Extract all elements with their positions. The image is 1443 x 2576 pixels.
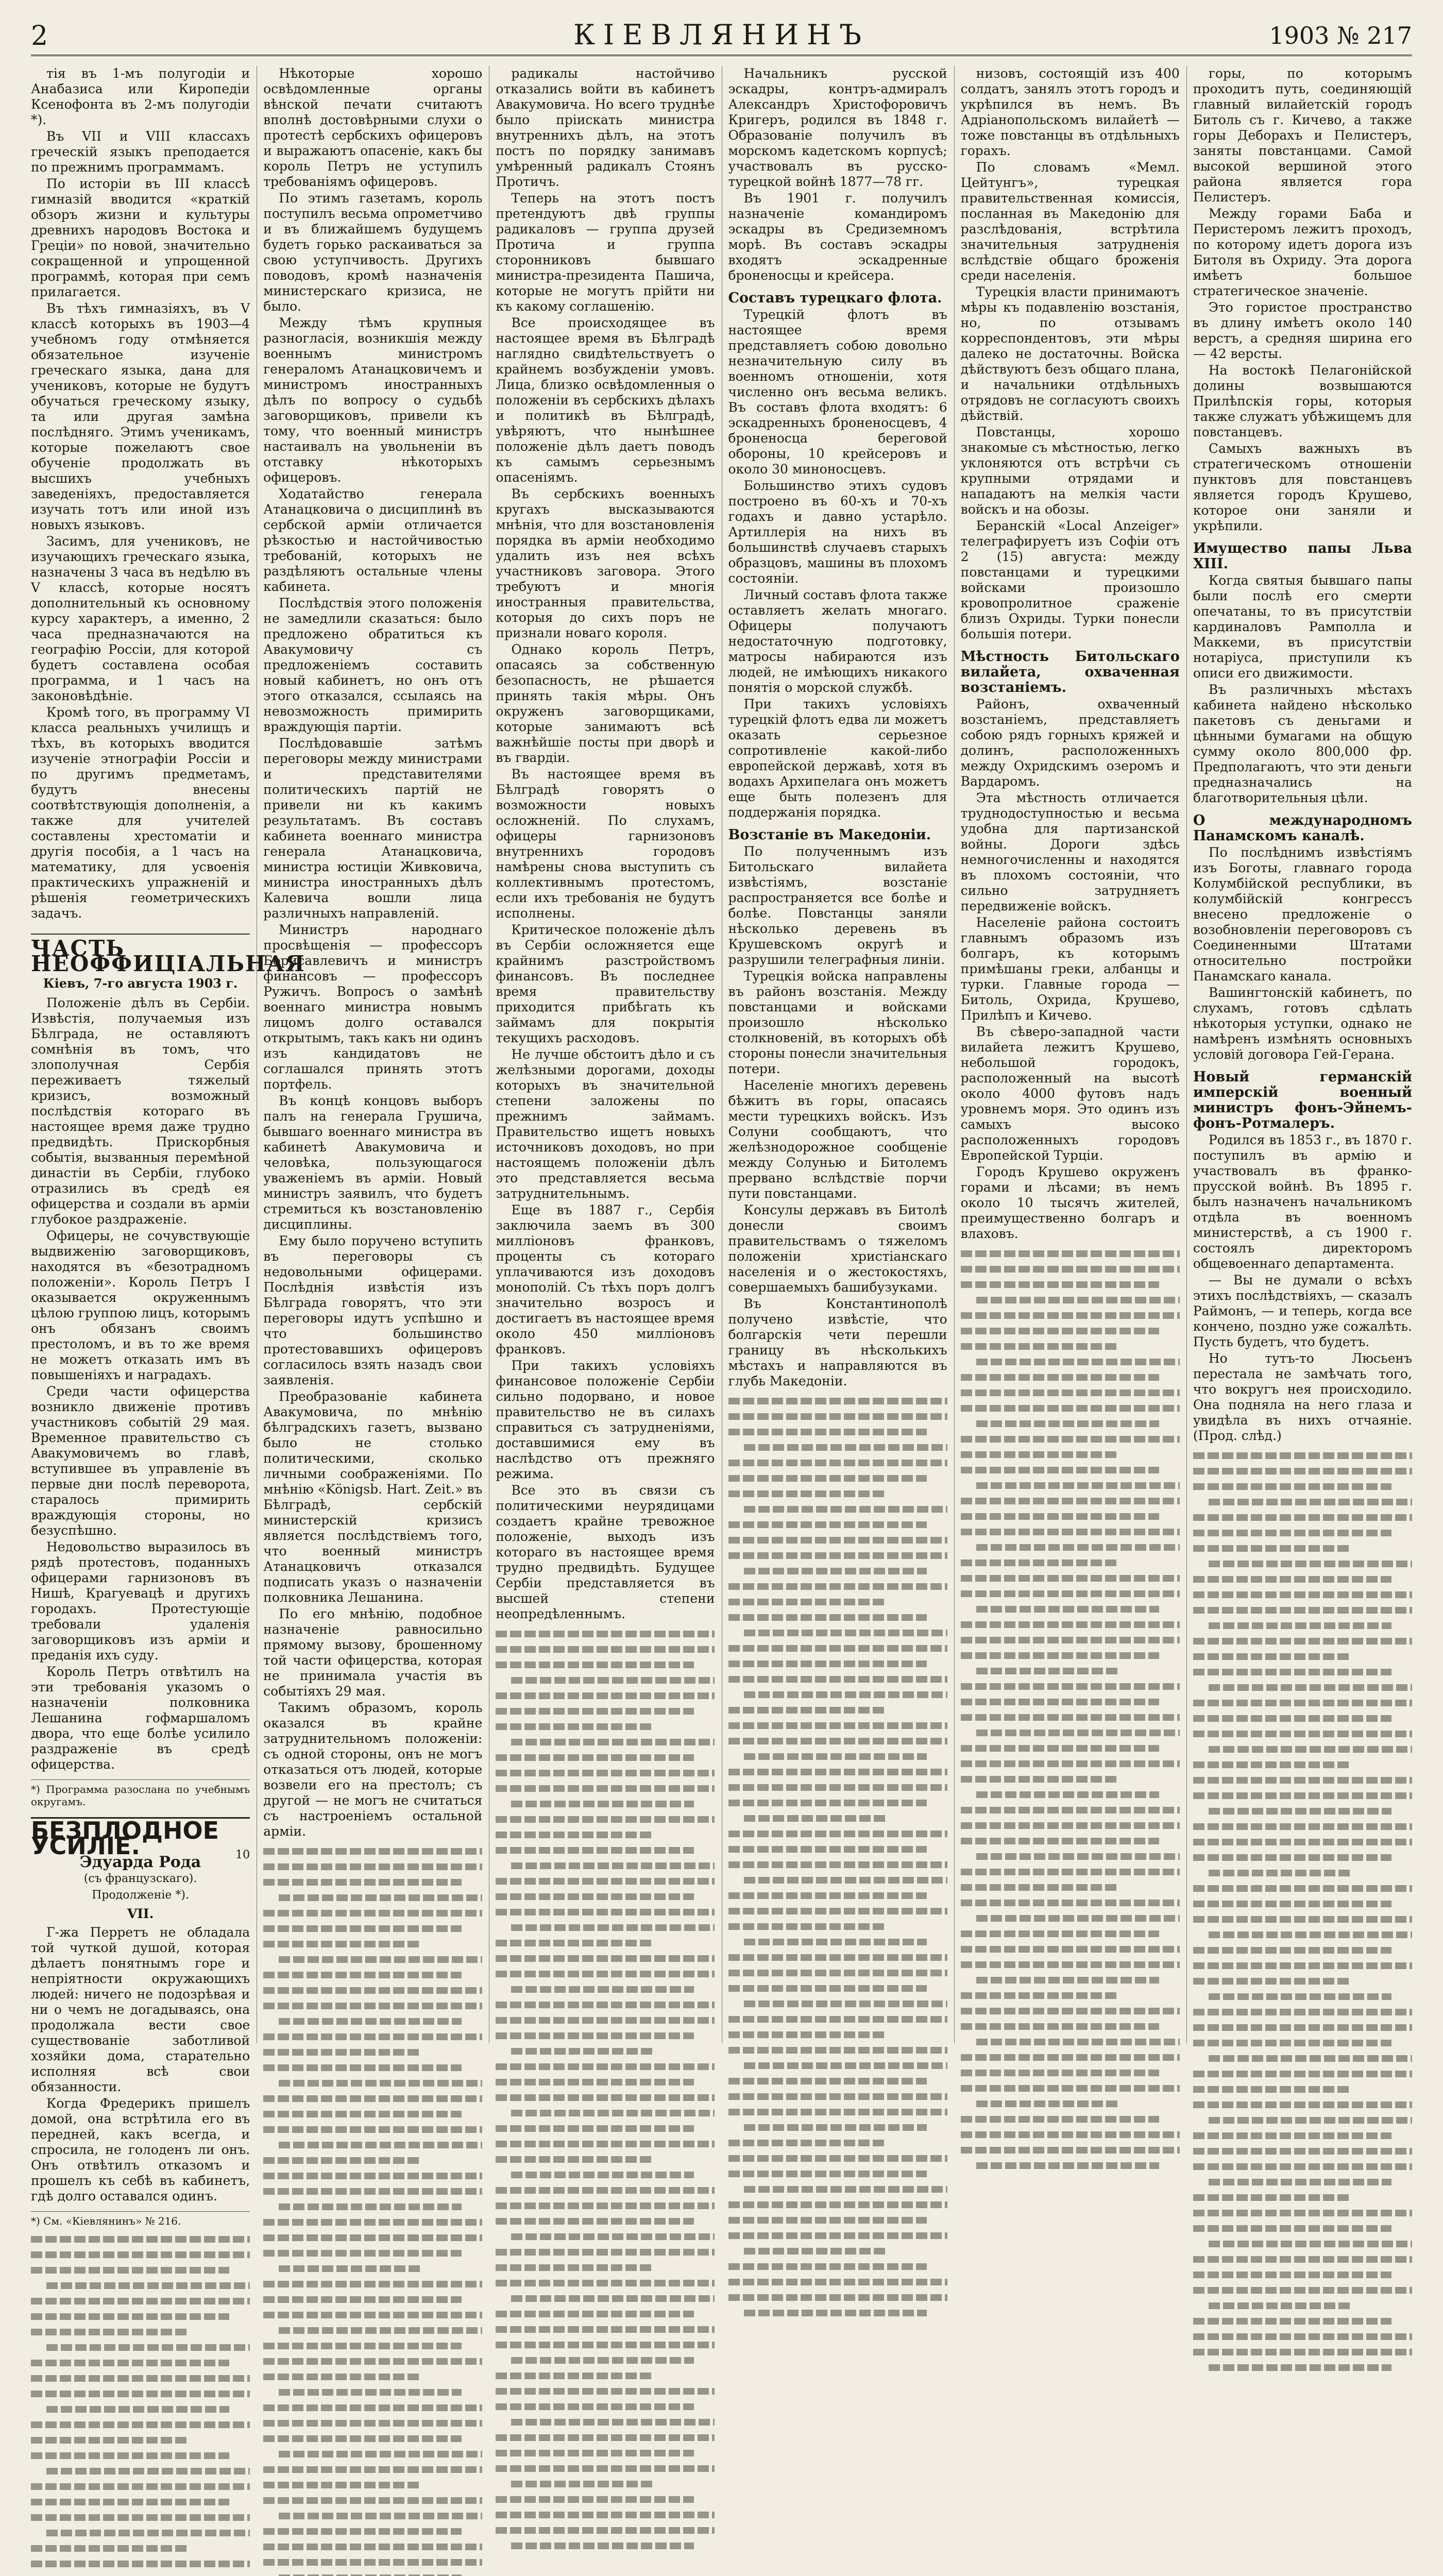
paragraph: Беранскій «Local Anzeiger» телеграфируетъ изъ Софіи отъ 2 (15) августа: между повстанцами и турецкими войсками произошло кровопролитное сраженіе близъ Охриды. Турки понесли большія потери. [960, 518, 1180, 641]
paragraph: По исторіи въ III классѣ гимназій вводится «краткій обзоръ жизни и культуры древнихъ народовъ Востока и Греціи» по новой, значительно сокращенной и упрощенной программѣ, которая при семъ прилагается. [31, 176, 250, 299]
paragraph: Положеніе дѣлъ въ Сербіи. Извѣстія, получаемыя изъ Бѣлграда, не оставляютъ сомнѣнія въ томъ, что злополучная Сербія переживаетъ тяжелый кризисъ, возможный послѣдствія котораго въ настоящее время даже трудно предвидѣть. Прискорбныя событія, вызванныя перемѣной династіи въ Сербіи, глубоко отразились въ средѣ ея офицерства и создали въ арміи глубокое раздраженіе. [31, 995, 250, 1227]
paragraph: По полученнымъ изъ Битольскаго вилайета извѣстіямъ, возстаніе распространяется все болѣе и болѣе. Повстанцы заняли нѣсколько деревень въ Крушевскомъ округѣ и разрушили телеграфныя линіи. [728, 844, 947, 967]
paragraph: Когда Фредерикъ пришелъ домой, она встрѣтила его въ передней, какъ всегда, и спросила, не голоденъ ли онъ. Онъ отвѣтилъ отказомъ и прошелъ къ себѣ въ кабинетъ, гдѣ долго оставался одинъ. [31, 2096, 250, 2204]
continued-text-lines [961, 1250, 1180, 2169]
paragraph: Среди части офицерства возникло движеніе противъ участниковъ событій 29 мая. Временное правительство съ Авакумовичемъ во главѣ, вступившее въ управленіе въ первые дни послѣ переворота, старалось примирить враждующія стороны, но безуспѣшно. [31, 1384, 250, 1538]
paragraph: При такихъ условіяхъ финансовое положеніе Сербіи сильно подорвано, и новое правительство не въ силахъ справиться съ затрудненіями, доставшимися ему въ наслѣдство отъ прежняго режима. [496, 1358, 715, 1481]
paragraph: Консулы державъ въ Битолѣ донесли своимъ правительствамъ о тяжеломъ положеніи христіанскаго населенія и о жестокостяхъ, совершаемыхъ башибузуками. [728, 1202, 947, 1295]
text-column [31, 66, 305, 2227]
paragraph: Въ сербскихъ военныхъ кругахъ высказываются мнѣнія, что для возстановленія порядка въ арміи необходимо удалить изъ нея всѣхъ участниковъ заговора. Этого требуютъ и многія иностранныя правительства, которыя до сихъ поръ не признали новаго короля. [496, 486, 715, 640]
serial-author: Эдуарда Рода [79, 1853, 201, 1871]
paragraph: — Вы не думали о всѣхъ этихъ послѣдствіяхъ, — сказалъ Раймонъ, — и теперь, когда все кончено, поздно уже сожалѣть. Пусть будетъ, что будетъ. [1193, 1273, 1412, 1349]
paragraph: Офицеры, не сочувствующіе выдвиженію заговорщиковъ, находятся въ «безотрадномъ положеніи». Король Петръ I оказывается окруженнымъ цѣлою группою лицъ, которымъ онъ обязанъ своимъ престоломъ, и въ то же время не можетъ отказать имъ въ повышеніяхъ и наградахъ. [31, 1228, 250, 1382]
paragraph: Родился въ 1853 г., въ 1870 г. поступилъ въ армію и участвовалъ въ франко-прусской войнѣ. Въ 1895 г. былъ назначенъ начальникомъ отдѣла въ военномъ министерствѣ, а съ 1900 г. состоялъ директоромъ общевоеннаго департамента. [1193, 1132, 1412, 1271]
paragraph: Населеніе многихъ деревень бѣжитъ въ горы, опасаясь мести турецкихъ войскъ. Изъ Солуни сообщаютъ, что желѣзнодорожное сообщеніе между Солунью и Битолемъ прервано вслѣдствіе порчи пути повстанцами. [728, 1078, 947, 1201]
paragraph: Въ сѣверо-западной части вилайета лежитъ Крушево, небольшой городокъ, расположенный на высотѣ около 4000 футовъ надъ уровнемъ моря. Это одинъ изъ самыхъ высоко расположенныхъ городовъ Европейской Турціи. [960, 1024, 1180, 1163]
paragraph: Все это въ связи съ политическими неурядицами создаетъ крайне тревожное положеніе, выходъ изъ котораго въ настоящее время трудно предвидѣть. Будущее Сербіи представляется въ высшей степени неопредѣленнымъ. [496, 1483, 715, 1621]
continued-text-lines [263, 1848, 482, 2576]
paragraph: По словамъ «Мемл. Цейтунгъ», турецкая правительственная комиссія, посланная въ Македонію для разслѣдованія, встрѣтила значительныя затрудненія вслѣдствіе общаго броженія среди населенія. [960, 160, 1180, 283]
paragraph: Въ Константинополѣ получено извѣстіе, что болгарскія чети перешли границу въ нѣсколькихъ мѣстахъ и направляются въ глубь Македоніи. [728, 1296, 947, 1388]
paragraph: Не лучше обстоитъ дѣло и съ желѣзными дорогами, доходы которыхъ въ значительной степени заложены по прежнимъ займамъ. Правительство ищетъ новыхъ источниковъ доходовъ, но при настоящемъ положеніи дѣлъ это представляется весьма затруднительнымъ. [496, 1047, 715, 1201]
paragraph: Повстанцы, хорошо знакомые съ мѣстностью, легко уклоняются отъ встрѣчи съ крупными отрядами и нападаютъ на мелкія части войскъ и на обозы. [960, 425, 1180, 517]
issue-number: 1903 № 217 [1269, 22, 1412, 49]
text-column [728, 66, 947, 2043]
paragraph: Въ настоящее время въ Бѣлградѣ говорятъ о возможности новыхъ осложненій. По слухамъ, офицеры гарнизоновъ внутреннихъ городовъ намѣрены снова выступить съ коллективнымъ протестомъ, если ихъ требованія не будутъ исполнены. [496, 767, 715, 921]
paragraph: Вашингтонскій кабинетъ, по слухамъ, готовъ сдѣлать нѣкоторыя уступки, однако не намѣренъ измѣнять основныхъ условій договора Гей-Герана. [1193, 985, 1412, 1062]
serial-story-header [31, 1817, 250, 1922]
dateline: Кіевъ, 7-го августа 1903 г. [43, 976, 238, 991]
serial-continued: Продолженіе *). [92, 1889, 189, 1902]
continued-text-lines [496, 1631, 715, 2549]
paragraph: Въ VII и VIII классахъ греческій языкъ преподается по прежнимъ программамъ. [31, 129, 250, 175]
paragraph: Послѣдствія этого положенія не замедлили сказаться: было предложено обратиться къ Авакумовичу съ предложеніемъ составить новый кабинетъ, но онъ отъ этого отказался, ссылаясь на невозможность примирить враждующія партіи. [263, 596, 483, 734]
paragraph: Районъ, охваченный возстаніемъ, представляетъ собою рядъ горныхъ кряжей и долинъ, расположенныхъ между Охридскимъ озеромъ и Вардаромъ. [960, 697, 1180, 789]
paragraph: По послѣднимъ извѣстіямъ изъ Боготы, главнаго города Колумбійской республики, въ колумбійскій конгрессъ внесено предложеніе о возобновленіи переговоровъ съ Соединенными Штатами относительно постройки Панамскаго канала. [1193, 845, 1412, 984]
columns-area [31, 66, 1412, 2227]
paragraph: горы, по которымъ проходитъ путь, соединяющій главный вилайетскій городъ Битоль съ г. Кичево, а также горы Деборахъ и Пелистеръ, заняты повстанцами. Самой высокой вершиной этого района является гора Пелистеръ. [1193, 66, 1412, 205]
paragraph: Турецкія власти принимаютъ мѣры къ подавленію возстанія, но, по отзывамъ корреспондентовъ, эти мѣры далеко не достаточны. Войска дѣйствуютъ безъ общаго плана, и начальники отдѣльныхъ отрядовъ не согласуютъ своихъ дѣйствій. [960, 284, 1180, 423]
continued-text-lines [1193, 1452, 1412, 2371]
paragraph: Самыхъ важныхъ въ стратегическомъ отношеніи пунктовъ для повстанцевъ является городъ Крушево, которое они заняли и укрѣпили. [1193, 441, 1412, 533]
column-rule [1186, 66, 1187, 2043]
newspaper-page [31, 19, 1412, 2227]
continued-text-lines [31, 2236, 250, 2576]
paragraph: Турецкія войска направлены въ районъ возстанія. Между повстанцами и войсками произошло нѣсколько столкновеній, въ которыхъ обѣ стороны понесли значительныя потери. [728, 969, 947, 1076]
paragraph: Послѣдовавшіе затѣмъ переговоры между министрами и представителями политическихъ партій не привели ни къ какимъ результатамъ. Въ составъ кабинета военнаго министра генерала Атанацковича, министра юстиціи Живковича, министра иностранныхъ дѣлъ Калевича вошли лица различныхъ направленій. [263, 736, 483, 921]
text-column [263, 66, 482, 2043]
paragraph: Между тѣмъ крупныя разногласія, возникшія между военнымъ министромъ генераломъ Атанацковичемъ и министромъ иностранныхъ дѣлъ по вопросу о судьбѣ заговорщиковъ, привели къ тому, что военный министръ настаивалъ на увольненіи въ отставку нѣкоторыхъ офицеровъ. [263, 315, 483, 485]
masthead [31, 19, 1412, 56]
chapter-number: VII. [127, 1906, 154, 1921]
article-heading: Новый германскій имперскій военный министръ фонъ-Эйнемъ-фонъ-Ротмалеръ. [1193, 1069, 1412, 1131]
article-heading: Имущество папы Льва XIII. [1193, 540, 1412, 572]
paragraph: тія въ 1-мъ полугодіи и Анабазиса или Киропедіи Ксенофонта въ 2-мъ полугодіи *). [31, 66, 250, 127]
paragraph: Въ тѣхъ гимназіяхъ, въ V классѣ которыхъ въ 1903—4 учебномъ году отмѣняется обязательное изученіе греческаго языка, дана для учениковъ, которые не будутъ обучаться греческому языку, та или другая замѣна послѣдняго. Этимъ ученикамъ, которые пожелаютъ свое обученіе продолжать въ высшихъ учебныхъ заведеніяхъ, предоставляется изучать тотъ или иной изъ новыхъ языковъ. [31, 301, 250, 532]
paragraph: Городъ Крушево окруженъ горами и лѣсами; въ немъ около 10 тысячъ жителей, преимущественно болгаръ и влаховъ. [960, 1164, 1180, 1241]
continued-text-lines [728, 1398, 947, 2316]
paragraph: Между горами Баба и Перистеромъ лежитъ проходъ, по которому идетъ дорога изъ Битоля въ Охриду. Эта дорога имѣетъ большое стратегическое значеніе. [1193, 206, 1412, 298]
paragraph: Недовольство выразилось въ рядѣ протестовъ, поданныхъ офицерами гарнизоновъ въ Нишѣ, Крагуевацѣ и другихъ городахъ. Протестующіе требовали удаленія заговорщиковъ изъ арміи и преданія ихъ суду. [31, 1539, 250, 1663]
paragraph: Это гористое пространство въ длину имѣетъ около 140 верстъ, а средняя ширина его — 42 версты. [1193, 300, 1412, 361]
paragraph: Личный составъ флота также оставляетъ желать многаго. Офицеры получаютъ недостаточную подготовку, матросы набираются изъ людей, не имѣющихъ никакого понятія о морской службѣ. [728, 587, 947, 695]
article-heading: Мѣстность Битольскаго вилайета, охваченная возстаніемъ. [960, 649, 1180, 696]
paragraph: При такихъ условіяхъ турецкій флотъ едва ли можетъ оказать серьезное сопротивленіе какой-либо европейской державѣ, хотя въ водахъ Архипелага онъ можетъ еще быть полезенъ для поддержанія порядка. [728, 697, 947, 820]
section-heading: ЧАСТЬ НЕОФФИЦІАЛЬНАЯ [31, 934, 250, 972]
paragraph: Все происходящее въ настоящее время въ Бѣлградѣ наглядно свидѣтельствуетъ о крайнемъ возбужденіи умовъ. Лица, близко освѣдомленныя о положеніи въ сербскихъ дѣлахъ и политикѣ въ Бѣлградѣ, увѣряютъ, что нынѣшнее положеніе дѣлъ даетъ поводъ къ самымъ серьезнымъ опасеніямъ. [496, 315, 715, 485]
paragraph: Преобразованіе кабинета Авакумовича, по мнѣнію бѣлградскихъ газетъ, вызвано было не столько политическими, сколько личными соображеніями. По мнѣнію «Königsb. Hart. Zeit.» въ Бѣлградѣ, сербскій министерскій кризисъ является послѣдствіемъ того, что военный министръ Атанацковичъ отказался подписать указъ о назначеніи полковника Лешанина. [263, 1389, 483, 1605]
footnote: *) Программа разослана по учебнымъ округамъ. [31, 1780, 250, 1808]
paragraph: Ему было поручено вступить въ переговоры съ недовольными офицерами. Послѣднія извѣстія изъ Бѣлграда говорятъ, что эти переговоры идутъ успѣшно и что большинство протестовавшихъ офицеровъ согласилось взять назадъ свои заявленія. [263, 1233, 483, 1387]
paragraph: Кромѣ того, въ программу VI класса реальныхъ училищъ и тѣхъ, въ которыхъ вводится изученіе этнографіи Россіи и по другимъ предметамъ, будутъ внесены соотвѣтствующія дополненія, а также для учителей составлены хрестоматіи и другія пособія, а 1 часъ на математику, для усвоенія практическихъ упражненій и рѣшенія геометрическихъ задачъ. [31, 705, 250, 921]
paragraph: Г-жа Перретъ не обладала той чуткой душой, которая дѣлаетъ понятнымъ горе и непріятности окружающихъ людей: ничего не подозрѣвая и ни о чемъ не догадываясь, она продолжала вести свое существованіе заботливой хозяйки дома, старательно исполняя всѣ свои обязанности. [31, 1925, 250, 2094]
paragraph: радикалы настойчиво отказались войти въ кабинетъ Авакумовича. Но всего труднѣе было пріискать министра внутреннихъ дѣлъ, на этотъ постъ по порядку занимавъ умѣренный радикалъ Стоянъ Протичъ. [496, 66, 715, 189]
text-column [496, 66, 715, 2043]
paragraph: Турецкій флотъ въ настоящее время представляетъ собою довольно незначительную силу въ военномъ отношеніи, хотя численно онъ весьма великъ. Въ составъ флота входятъ: 6 эскадренныхъ броненосцевъ, 4 броненосца береговой обороны, 10 крейсеровъ и около 30 миноносцевъ. [728, 307, 947, 477]
paragraph: Эта мѣстность отличается труднодоступностью и весьма удобна для партизанской войны. Дороги здѣсь немногочисленны и находятся въ плохомъ состояніи, что сильно затрудняетъ передвиженіе войскъ. [960, 790, 1180, 913]
paragraph: По этимъ газетамъ, король поступилъ весьма опрометчиво и въ ближайшемъ будущемъ будетъ горько раскаиваться за свою уступчивость. Другихъ поводовъ, кромѣ назначенія министерскаго кризиса, не было. [263, 191, 483, 314]
paragraph: низовъ, состоящій изъ 400 солдатъ, занялъ этотъ городъ и укрѣпился въ немъ. Въ Адріанопольскомъ вилайетѣ — тоже повстанцы въ отдѣльныхъ горахъ. [960, 66, 1180, 158]
paragraph: Такимъ образомъ, король оказался въ крайне затруднительномъ положеніи: съ одной стороны, онъ не могъ отказаться отъ людей, которые возвели его на престолъ; съ другой — не могъ не считаться съ настроеніемъ остальной арміи. [263, 1700, 483, 1839]
serial-note: (съ французскаго). [83, 1872, 197, 1885]
paragraph: Еще въ 1887 г., Сербія заключила заемъ въ 300 милліоновъ франковъ, проценты съ котораго уплачиваются изъ доходовъ монополій. Съ тѣхъ поръ долгъ значительно возросъ и достигаетъ въ настоящее время около 450 милліоновъ франковъ. [496, 1202, 715, 1357]
text-column [961, 66, 1180, 2043]
paragraph: Король Петръ отвѣтилъ на эти требованія указомъ о назначеніи полковника Лешанина гофмаршаломъ двора, что еще болѣе усилило раздраженіе въ средѣ офицерства. [31, 1664, 250, 1772]
paragraph: На востокѣ Пелагонійской долины возвышаются Прилѣпскія горы, которыя также служатъ убѣжищемъ для повстанцевъ. [1193, 363, 1412, 439]
paragraph: Населеніе района состоитъ главнымъ образомъ изъ болгаръ, къ которымъ примѣшаны греки, албанцы и турки. Главные города — Битоль, Охрида, Крушево, Прилѣпъ и Кичево. [960, 915, 1180, 1023]
paragraph: Однако король Петръ, опасаясь за собственную безопасность, не рѣшается принять такія мѣры. Онъ окруженъ заговорщиками, которые занимаютъ всѣ важнѣйшіе посты при дворѣ и въ гвардіи. [496, 642, 715, 765]
article-heading: Возстаніе въ Македоніи. [728, 827, 931, 843]
paragraph: Засимъ, для учениковъ, не изучающихъ греческаго языка, назначены 3 часа въ недѣлю въ V классѣ, которые носятъ дополнительный къ основному курсу характеръ, а именно, 2 часа предназначаются на географію Россіи, для которой будетъ составлена особая программа, и 1 часъ на законовѣдѣніе. [31, 534, 250, 703]
paragraph: Въ концѣ концовъ выборъ палъ на генерала Грушича, бывшаго военнаго министра въ кабинетѣ Авакумовича и человѣка, пользующагося уваженіемъ въ арміи. Новый министръ заявилъ, что будетъ стремиться къ возстановленію дисциплины. [263, 1093, 483, 1232]
serial-title: БЕЗПЛОДНОЕ УСИЛІЕ. [31, 1817, 219, 1860]
paragraph: Критическое положеніе дѣлъ въ Сербіи осложняется еще крайнимъ разстройствомъ финансовъ. Въ последнее время правительству приходится прибѣгать къ займамъ для покрытія текущихъ расходовъ. [496, 922, 715, 1045]
paragraph: Ходатайство генерала Атанацковича о дисциплинѣ въ сербской арміи отличается рѣзкостью и настойчивостью требованій, которыхъ не раздѣляютъ остальные члены кабинета. [263, 486, 483, 594]
serial-installment-number: 10 [235, 1849, 250, 1861]
paragraph: Министръ народнаго просвѣщенія — профессоръ Борисавлевичъ и министръ финансовъ — профессоръ Ружичъ. Вопросъ о замѣнѣ военнаго министра новымъ лицомъ долго оставался открытымъ, такъ какъ ни одинъ изъ кандидатовъ не соглашался принять этотъ портфель. [263, 922, 483, 1092]
paragraph: Начальникъ русской эскадры, контръ-адмиралъ Александръ Христофоровичъ Кригеръ, родился въ 1848 г. Образованіе получилъ въ морскомъ кадетскомъ корпусѣ; участвовалъ въ русско-турецкой войнѣ 1877—78 гг. [728, 66, 947, 189]
paragraph: Большинство этихъ судовъ построено въ 60-хъ и 70-хъ годахъ и давно устарѣло. Артиллерія на нихъ въ большинствѣ случаевъ старыхъ образцовъ, машины въ плохомъ состояніи. [728, 478, 947, 586]
paragraph: Въ различныхъ мѣстахъ кабинета найдено нѣсколько пакетовъ съ деньгами и цѣнными бумагами на общую сумму около 800,000 фр. Предполагаютъ, что эти деньги предназначались на благотворительныя цѣли. [1193, 682, 1412, 805]
article-heading: Составъ турецкаго флота. [728, 290, 942, 306]
paragraph: Когда святыя бывшаго папы были послѣ его смерти опечатаны, то въ присутствіи кардиналовъ Рамполла и Маккеми, въ присутствіи нотаріуса, приступили къ описи его движимости. [1193, 573, 1412, 681]
article-heading: О международномъ Панамскомъ каналѣ. [1193, 812, 1412, 844]
paragraph: Нѣкоторые хорошо освѣдомленные органы вѣнской печати считаютъ вполнѣ достовѣрными слухи о протестѣ сербскихъ офицеровъ и выражаютъ опасеніе, какъ бы король Петръ не уступилъ требованіямъ офицеровъ. [263, 66, 483, 189]
footnote: *) См. «Кіевлянинъ» № 216. [31, 2211, 250, 2227]
newspaper-title: КІЕВЛЯНИНЪ [573, 19, 870, 51]
paragraph: По его мнѣнію, подобное назначеніе равносильно прямому вызову, брошенному той части офицерства, которая не принимала участія въ событіяхъ 29 мая. [263, 1606, 483, 1699]
paragraph: Но тутъ-то Люсьенъ перестала не замѣчать того, что вокругъ нея происходило. Она подняла на него глаза и увидѣла въ нихъ отчаяніе. (Прод. слѣд.) [1193, 1351, 1412, 1443]
paragraph: Въ 1901 г. получилъ назначеніе командиромъ эскадры въ Средиземномъ морѣ. Въ составъ эскадры входятъ эскадренные броненосцы и крейсера. [728, 191, 947, 283]
paragraph: Теперь на этотъ постъ претендуютъ двѣ группы радикаловъ — группа друзей Протича и группа сторонниковъ бывшаго министра-президента Пашича, которые не могутъ прійти ни къ какому соглашенію. [496, 191, 715, 314]
text-column [1193, 66, 1412, 2043]
page-number: 2 [31, 21, 48, 52]
column-rule [954, 66, 955, 2043]
